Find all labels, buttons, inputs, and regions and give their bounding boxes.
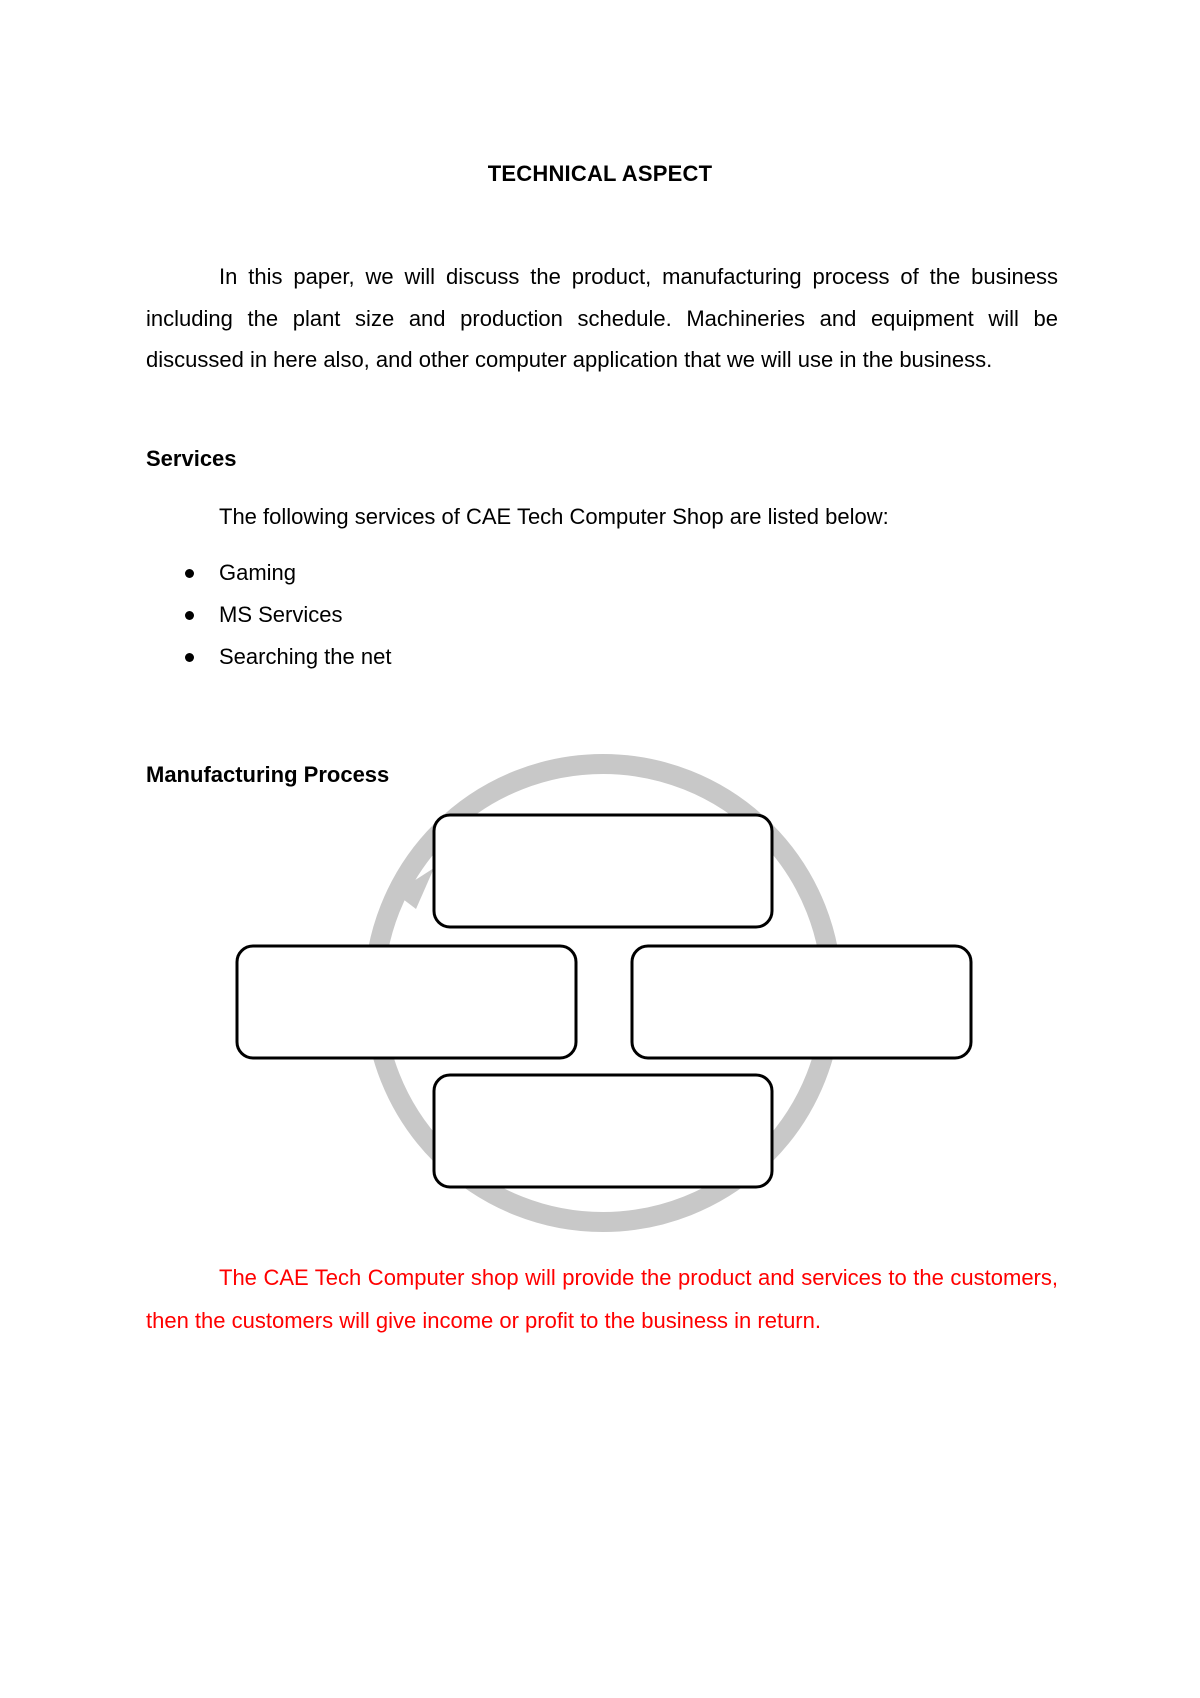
- closing-paragraph: The CAE Tech Computer shop will provide the product and services to the customers, then the customers will give income or profit to the business in return.: [146, 1265, 1058, 1333]
- process-box-bottom: [434, 1075, 772, 1187]
- bullet-icon: [185, 653, 194, 662]
- service-item-ms-services: MS Services: [219, 602, 343, 627]
- service-item-gaming: Gaming: [219, 560, 297, 585]
- page-title: TECHNICAL ASPECT: [487, 160, 713, 186]
- list-item: [183, 604, 391, 646]
- bullet-icon: [185, 611, 194, 620]
- cycle-ring: [374, 764, 832, 1222]
- list-item: [183, 562, 391, 604]
- intro-paragraph: In this paper, we will discuss the product, manufacturing process of the business including the plant size and production schedule. Machineries and equipment will be discussed in here also, and other computer application that we will use in the business.: [146, 264, 1058, 372]
- services-intro: The following services of CAE Tech Computer Shop are listed below:: [219, 504, 889, 529]
- bullet-icon: [185, 569, 194, 578]
- process-box-left: [237, 946, 576, 1058]
- process-box-top: [434, 815, 772, 927]
- list-item: [183, 646, 391, 688]
- service-item-searching-net: Searching the net: [219, 644, 392, 669]
- process-box-right: [632, 946, 971, 1058]
- services-heading: Services: [146, 446, 237, 471]
- cycle-arrowhead-icon: [395, 868, 434, 909]
- manufacturing-heading: Manufacturing Process: [146, 762, 390, 787]
- services-list: [183, 562, 391, 688]
